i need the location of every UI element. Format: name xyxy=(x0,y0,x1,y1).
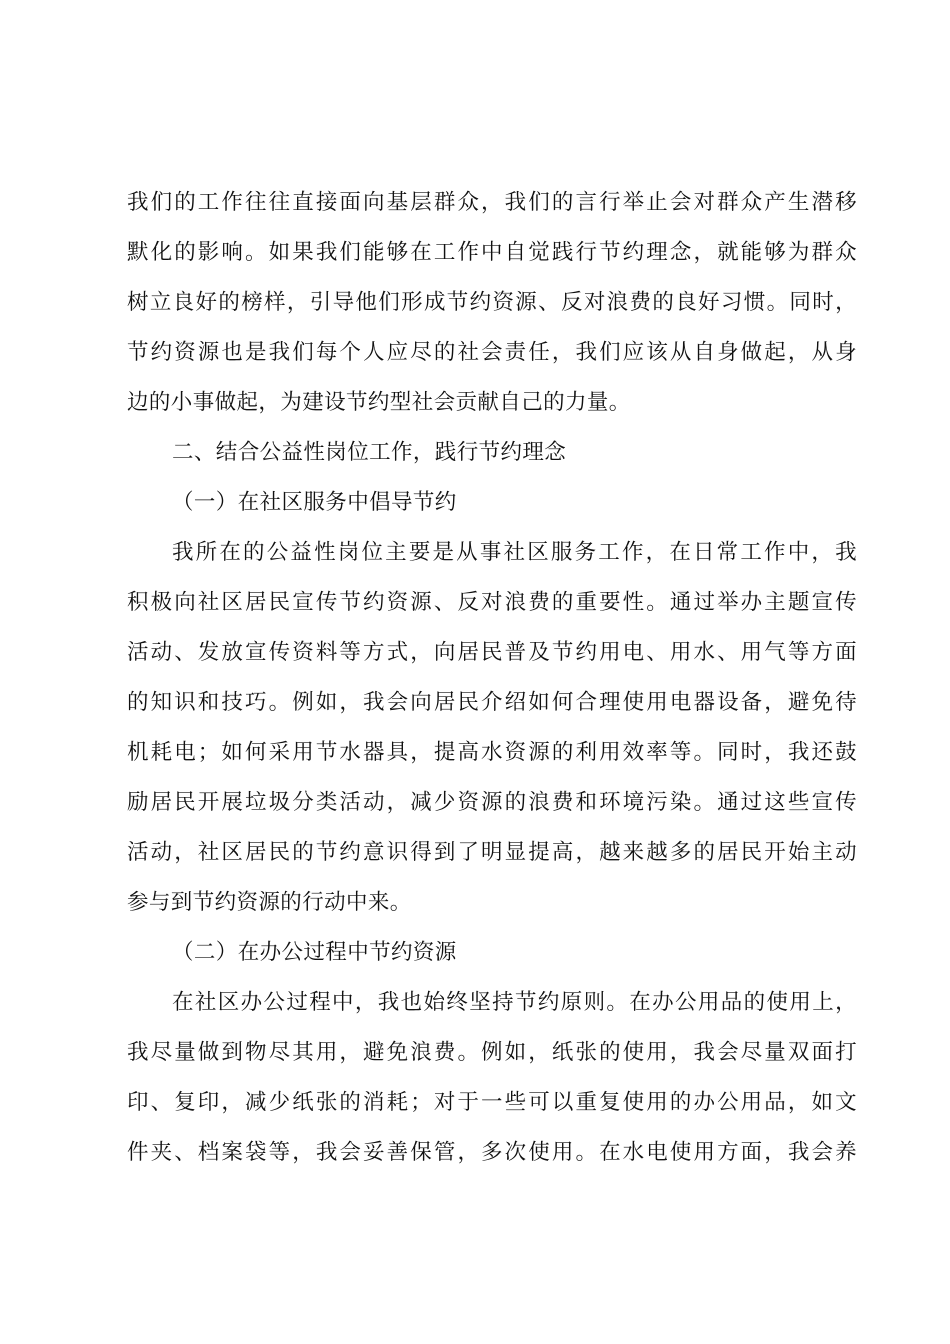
body-text-line: 我所在的公益性岗位主要是从事社区服务工作，在日常工作中，我 xyxy=(172,540,857,565)
section-heading: 二、结合公益性岗位工作，践行节约理念 xyxy=(172,440,567,465)
body-text-line: 节约资源也是我们每个人应尽的社会责任，我们应该从自身做起，从身 xyxy=(127,340,857,365)
body-text-line: 励居民开展垃圾分类活动，减少资源的浪费和环境污染。通过这些宣传 xyxy=(127,790,857,815)
body-text-line: 活动，社区居民的节约意识得到了明显提高，越来越多的居民开始主动 xyxy=(127,840,857,865)
body-text-line: 件夹、档案袋等，我会妥善保管，多次使用。在水电使用方面，我会养 xyxy=(127,1140,857,1165)
body-text-line: 活动、发放宣传资料等方式，向居民普及节约用电、用水、用气等方面 xyxy=(127,640,857,665)
body-text-line: 积极向社区居民宣传节约资源、反对浪费的重要性。通过举办主题宣传 xyxy=(127,590,857,615)
subsection-heading: （二）在办公过程中节约资源 xyxy=(172,940,457,965)
body-text-line: 的知识和技巧。例如，我会向居民介绍如何合理使用电器设备，避免待 xyxy=(127,690,857,715)
body-text-line: 在社区办公过程中，我也始终坚持节约原则。在办公用品的使用上， xyxy=(172,990,857,1015)
body-text-line: 默化的影响。如果我们能够在工作中自觉践行节约理念，就能够为群众 xyxy=(127,240,857,265)
body-text-line: 我尽量做到物尽其用，避免浪费。例如，纸张的使用，我会尽量双面打 xyxy=(127,1040,857,1065)
body-text-line: 边的小事做起，为建设节约型社会贡献自己的力量。 xyxy=(127,390,631,415)
body-text-line: 印、复印，减少纸张的消耗；对于一些可以重复使用的办公用品，如文 xyxy=(127,1090,857,1115)
body-text-line: 树立良好的榜样，引导他们形成节约资源、反对浪费的良好习惯。同时， xyxy=(127,290,857,315)
body-text-line: 机耗电；如何采用节水器具，提高水资源的利用效率等。同时，我还鼓 xyxy=(127,740,857,765)
body-text-line: 参与到节约资源的行动中来。 xyxy=(127,890,412,915)
body-text-line: 我们的工作往往直接面向基层群众，我们的言行举止会对群众产生潜移 xyxy=(127,190,857,215)
subsection-heading: （一）在社区服务中倡导节约 xyxy=(172,490,457,515)
